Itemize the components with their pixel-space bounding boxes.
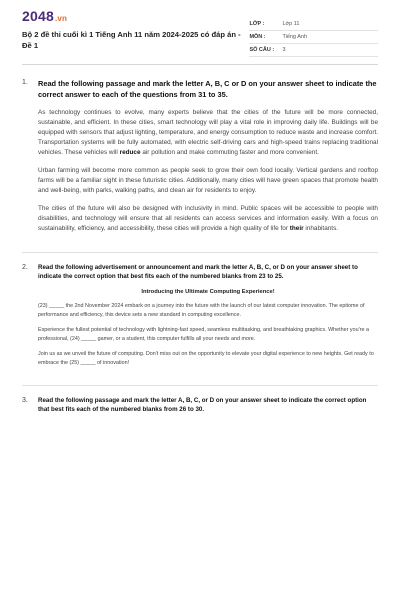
advertisement-paragraph: (23) _____ the 2nd November 2024 embark on a journey into the future with the launch of our latest computer innovation. The epitome of performance and efficiency, this device sets a new standard in computing excellence. <box>38 303 365 318</box>
text-run: The cities of the future will also be designed with inclusivity in mind. Public spaces will be accessible to people with disabilities, and technology will ensure that all residents can access services and information easily. With a focus on sustainability, efficiency, and accessibility, these cities will provide a high quality of life for <box>38 205 378 232</box>
meta-label: MÔN : <box>249 34 266 40</box>
question-number: 1. <box>22 79 28 86</box>
question-instruction: Read the following passage and mark the letter A, B, C, or D on your answer sheet to indicate the correct option that best fits each of the numbered blanks from 26 to 30. <box>38 396 367 413</box>
passage-paragraph: Urban farming will become more common as people seek to grow their own food locally. Vertical gardens and rooftop farms will be a familiar sight in these futuristic cities. Additionally, many cities will have green spaces that promote health and well-being, with parks, walking paths, and clean air for residents to enjoy. <box>38 167 378 194</box>
highlighted-word: reduce <box>119 149 141 156</box>
text-run: air pollution and make commuting faster and more convenient. <box>140 149 319 156</box>
question-body <box>38 396 378 422</box>
question-list <box>0 65 400 422</box>
question-2 <box>22 263 378 375</box>
question-body <box>38 78 378 242</box>
text-run: inhabitants. <box>303 225 339 232</box>
meta-value: Tiếng Anh <box>282 34 308 40</box>
advertisement-title: Introducing the Ultimate Computing Experience! <box>141 289 275 295</box>
question-instruction: Read the following passage and mark the letter A, B, C or D on your answer sheet to indicate the correct answer to each of the questions from 31 to 35. <box>38 79 377 99</box>
section-divider <box>22 252 378 253</box>
header <box>0 0 400 64</box>
question-body <box>38 263 378 375</box>
meta-label: LỚP : <box>249 21 265 27</box>
meta-row-class <box>249 18 378 31</box>
question-instruction: Read the following advertisement or announcement and mark the letter A, B, C, or D on your answer sheet to indicate the correct option that best fits each of the numbered blanks from 23 to 25. <box>38 264 358 280</box>
question-1 <box>22 78 378 242</box>
meta-value: 3 <box>282 47 286 53</box>
header-left <box>22 8 249 64</box>
question-3 <box>22 396 378 422</box>
question-number: 3. <box>22 396 28 404</box>
question-number: 2. <box>22 264 28 271</box>
passage-paragraph <box>38 108 378 158</box>
meta-row-subject <box>249 31 378 44</box>
advertisement-paragraph: Join us as we unveil the future of computing. Don't miss out on the opportunity to elevate your digital experience to new heights. Get ready to embrace the (25) _____ of innovation! <box>38 351 374 366</box>
highlighted-word: their <box>289 225 304 232</box>
document-title: Bộ 2 đề thi cuối kì 1 Tiếng Anh 11 năm 2024-2025 có đáp án - Đề 1 <box>22 30 241 50</box>
logo-suffix: .vn <box>54 14 68 23</box>
advertisement-paragraph: Experience the fullest potential of technology with lightning-fast speed, seamless multitasking, and breathtaking graphics. Whether you're a professional, (24) _____ gamer, or a student, this computer fulfills all your needs and more. <box>38 327 369 342</box>
meta-table <box>249 18 378 64</box>
meta-label: SỐ CÂU : <box>249 47 275 53</box>
site-logo[interactable] <box>22 8 249 24</box>
meta-row-count <box>249 44 378 57</box>
section-divider <box>22 385 378 386</box>
passage-paragraph <box>38 204 378 234</box>
text-run: As technology continues to evolve, many experts believe that the cities of the future will be more connected, sustainable, and efficient. In these cities, smart technology will play a vital role in improving daily life. Buildings will be equipped with sensors that adjust lighting, temperature, and energy consumption to reduce waste and increase comfort. Transportation systems will be fully automated, with electric self-driving cars and high-speed trains replacing traditional vehicles. These vehicles will <box>38 109 378 156</box>
meta-value: Lớp 11 <box>282 21 300 27</box>
logo-text: 2048 <box>22 8 54 24</box>
